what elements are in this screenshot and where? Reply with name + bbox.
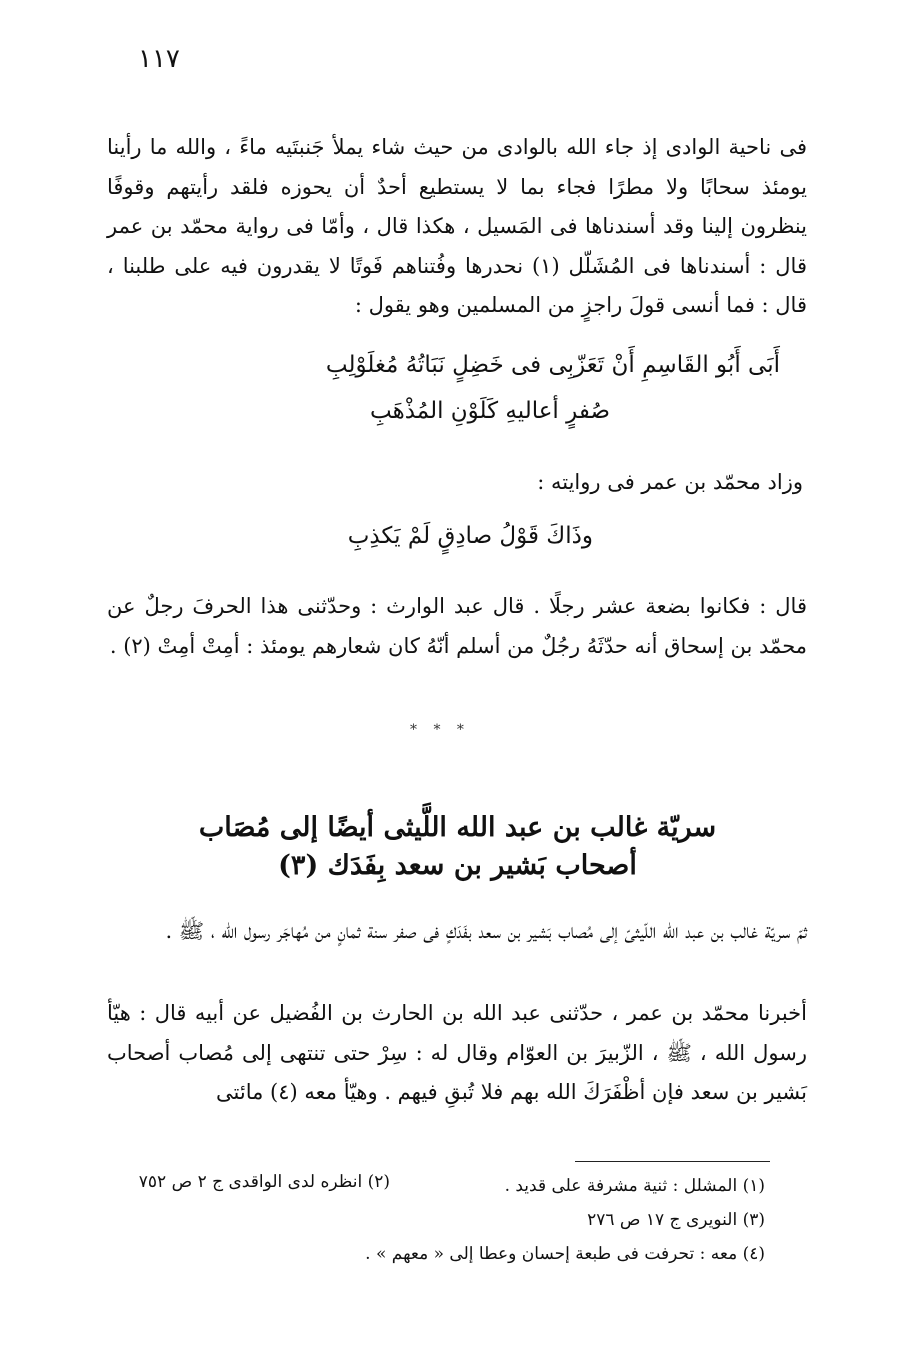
- paragraph-4: أخبرنا محمّد بن عمر ، حدّثنى عبد الله بن الحارث بن الفُضيل عن أبيه قال : هيّأ رسول الله ، ﷺ ، الزّبيرَ بن العوّام وقال له : سِرْ حتى تنتهى إلى مُصاب أصحاب بَشير بن سعد فإن أظْفَرَكَ الله بهم فلا تُبقِ فيهم . وهيّأ معه (٤) مائتى: [107, 1001, 807, 1104]
- section-title-line-1: سريّة غالب بن عبد الله اللَّيثى أيضًا إلى مُصَاب: [198, 812, 717, 843]
- paragraph-2: قال : فكانوا بضعة عشر رجلًا . قال عبد الوارث : وحدّثنى هذا الحرفَ رجلٌ عن محمّد بن إسحاق أنه حدّثَهُ رجُلٌ من أسلم أنّهُ كان شعارهم يومئذ : أمِتْ أمِتْ (٢) .: [107, 594, 807, 658]
- page-number: ١١٧: [138, 44, 180, 74]
- paragraph-3: ثمّ سريّة غالب بن عبد الله اللّيثىّ إلى مُصاب بَشير بن سعد بفَدَكٍ فى صفر سنة ثمانٍ من مُهاجَر رسول الله ، ﷺ .: [165, 919, 807, 943]
- footnote-2: (٢) انظره لدى الواقدى ج ٢ ص ٧٥٢: [138, 1172, 390, 1192]
- section-title-line-2: أصحاب بَشير بن سعد بِفَدَك (٣): [278, 850, 637, 881]
- verse-2-intro: وزاد محمّد بن عمر فى روايته :: [537, 470, 803, 494]
- footnote-1: (١) المشلل : ثنية مشرفة على قديد .: [504, 1176, 765, 1196]
- footnote-3: (٣) النويرى ج ١٧ ص ٢٧٦: [587, 1210, 765, 1230]
- verse-1-line-2: صُفرٍ أعاليهِ كَلَوْنِ المُذْهَبِ: [369, 398, 610, 424]
- paragraph-1: فى ناحية الوادى إذ جاء الله بالوادى من حيث شاء يملأ جَنبتَيه ماءً ، والله ما رأينا يومئذ سحابًا ولا مطرًا فجاء بما لا يستطيع أحدٌ أن يحوزه فلقد رأيتهم وقوفًا ينظرون إلينا وقد أسندناها فى المَسيل ، هكذا قال ، وأمّا فى رواية محمّد بن عمر قال : أسندناها فى المُشَلّل (١) نحدرها وفُتناهم فَوتًا لا يقدرون فيه على طلبنا ، قال : فما أنسى قولَ راجزٍ من المسلمين وهو يقول :: [107, 135, 807, 317]
- verse-1-line-1: أَبَى أَبُو القَاسِمِ أَنْ تَعَزّبِى فى خَضِلٍ نَبَاتُهُ مُغلَوْلِبِ: [325, 352, 780, 378]
- verse-2: وذَاكَ قَوْلُ صادِقٍ لَمْ يَكذِبِ: [347, 523, 593, 549]
- section-separator: * * *: [410, 722, 470, 738]
- footnote-4: (٤) معه : تحرفت فى طبعة إحسان وعطا إلى « معهم » .: [365, 1244, 765, 1264]
- footnote-rule: [575, 1161, 770, 1162]
